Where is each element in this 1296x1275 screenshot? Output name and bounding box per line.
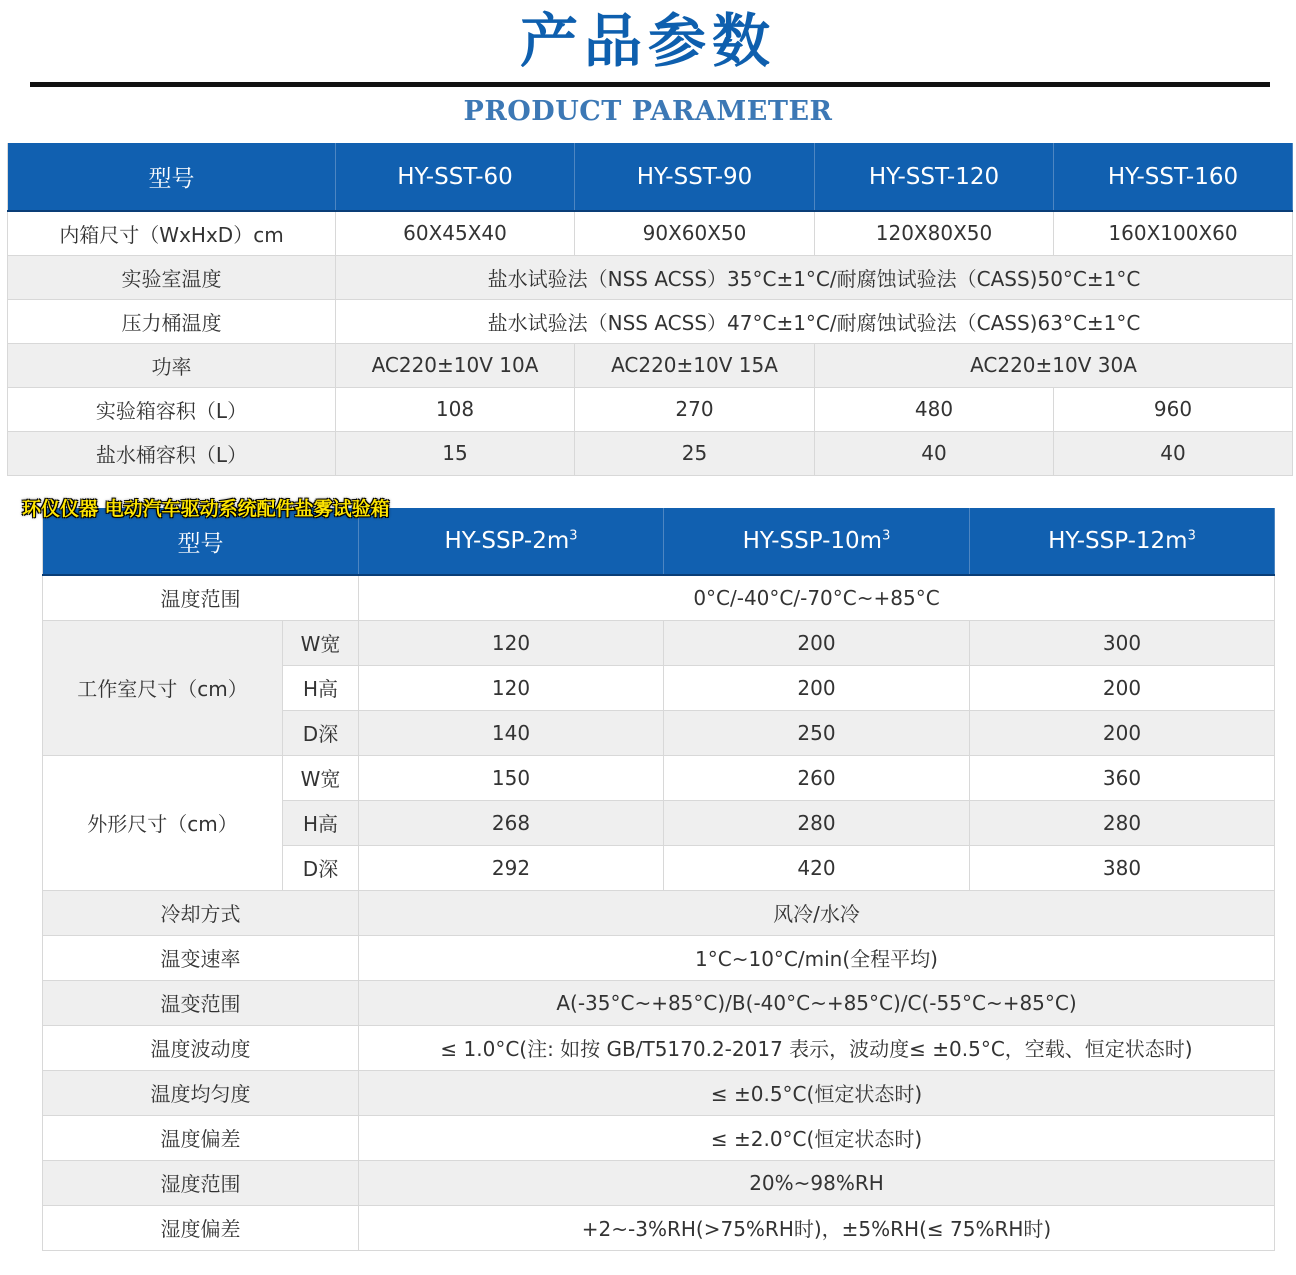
cell-value: 90X60X50 <box>575 211 815 255</box>
cell-value: 60X45X40 <box>336 211 575 255</box>
title-divider <box>30 82 1270 87</box>
table-row <box>43 575 1275 620</box>
header-model-label: 型号 <box>43 508 359 575</box>
table-row <box>43 935 1275 980</box>
header-model-sst90: HY-SST-90 <box>575 143 815 211</box>
cell-value: 25 <box>575 431 815 475</box>
table-row <box>43 620 1275 665</box>
cell-value: 120 <box>359 665 664 710</box>
table-row <box>8 299 1293 343</box>
row-label: 湿度范围 <box>43 1160 359 1205</box>
cell-value: ≤ 1.0°C(注: 如按 GB/T5170.2-2017 表示，波动度≤ ±0.5°C，空载、恒定状态时) <box>359 1025 1275 1070</box>
cell-value: 480 <box>815 387 1054 431</box>
cell-value: 200 <box>664 665 970 710</box>
header-model-ssp10: $HY-SSP-10m^3$ <box>664 508 970 575</box>
row-label: 功率 <box>8 343 336 387</box>
cell-value: 1°C~10°C/min(全程平均) <box>359 935 1275 980</box>
header-model-ssp12: $HY-SSP-12m^3$ <box>970 508 1275 575</box>
table-row <box>43 1160 1275 1205</box>
cell-value: 270 <box>575 387 815 431</box>
cell-value: 280 <box>664 800 970 845</box>
cell-value: 20%~98%RH <box>359 1160 1275 1205</box>
page-title: 产品参数 <box>519 7 776 75</box>
cell-value: 盐水试验法（NSS ACSS）47°C±1°C/耐腐蚀试验法（CASS)63°C±1°C <box>336 299 1293 343</box>
header-model-sst160: HY-SST-160 <box>1054 143 1293 211</box>
table-row <box>43 1025 1275 1070</box>
dimension-label: D深 <box>283 845 359 890</box>
row-label: 内箱尺寸（WxHxD）cm <box>8 211 336 255</box>
row-label: 实验室温度 <box>8 255 336 299</box>
row-label: 温度偏差 <box>43 1115 359 1160</box>
cell-value: 40 <box>815 431 1054 475</box>
dimension-label: D深 <box>283 710 359 755</box>
cell-value: 140 <box>359 710 664 755</box>
row-label: 温度范围 <box>43 575 359 620</box>
cell-value: AC220±10V 30A <box>815 343 1293 387</box>
table-row <box>43 980 1275 1025</box>
cell-value: 200 <box>970 665 1275 710</box>
table-row <box>8 211 1293 255</box>
cell-value: 风冷/水冷 <box>359 890 1275 935</box>
cell-value: 200 <box>664 620 970 665</box>
row-label: 实验箱容积（L） <box>8 387 336 431</box>
table-row <box>43 1205 1275 1250</box>
row-group-label: 外形尺寸（cm） <box>43 755 283 890</box>
header-model-sst120: HY-SST-120 <box>815 143 1054 211</box>
cell-value: AC220±10V 15A <box>575 343 815 387</box>
cell-value: 160X100X60 <box>1054 211 1293 255</box>
table-row <box>8 343 1293 387</box>
cell-value: 120X80X50 <box>815 211 1054 255</box>
table-row <box>43 890 1275 935</box>
row-label: 盐水桶容积（L） <box>8 431 336 475</box>
dimension-label: W宽 <box>283 620 359 665</box>
cell-value: 380 <box>970 845 1275 890</box>
table-row <box>43 1070 1275 1115</box>
cell-value: 盐水试验法（NSS ACSS）35°C±1°C/耐腐蚀试验法（CASS)50°C±1°C <box>336 255 1293 299</box>
table-row <box>8 387 1293 431</box>
cell-value: 0°C/-40°C/-70°C~+85°C <box>359 575 1275 620</box>
page-subtitle: PRODUCT PARAMETER <box>463 96 833 127</box>
table-row <box>8 255 1293 299</box>
table-row <box>43 1115 1275 1160</box>
cell-value: A(-35°C~+85°C)/B(-40°C~+85°C)/C(-55°C~+85°C) <box>359 980 1275 1025</box>
row-label: 温变速率 <box>43 935 359 980</box>
cell-value: 300 <box>970 620 1275 665</box>
header-model-ssp2: $HY-SSP-2m^3$ <box>359 508 664 575</box>
cell-value: 420 <box>664 845 970 890</box>
cell-value: 292 <box>359 845 664 890</box>
row-label: 湿度偏差 <box>43 1205 359 1250</box>
row-label: 温度均匀度 <box>43 1070 359 1115</box>
table-row <box>8 431 1293 475</box>
cell-value: ≤ ±2.0°C(恒定状态时) <box>359 1115 1275 1160</box>
row-label: 温度波动度 <box>43 1025 359 1070</box>
dimension-label: H高 <box>283 665 359 710</box>
header-model-sst60: HY-SST-60 <box>336 143 575 211</box>
cell-value: 960 <box>1054 387 1293 431</box>
cell-value: 260 <box>664 755 970 800</box>
table-header-row <box>8 143 1293 211</box>
cell-value: 268 <box>359 800 664 845</box>
cell-value: 150 <box>359 755 664 800</box>
dimension-label: W宽 <box>283 755 359 800</box>
cell-value: 360 <box>970 755 1275 800</box>
dimension-label: H高 <box>283 800 359 845</box>
sst-parameter-table <box>7 143 1293 476</box>
cell-value: 120 <box>359 620 664 665</box>
cell-value: 250 <box>664 710 970 755</box>
cell-value: 280 <box>970 800 1275 845</box>
cell-value: ≤ ±0.5°C(恒定状态时) <box>359 1070 1275 1115</box>
cell-value: 108 <box>336 387 575 431</box>
row-label: 温变范围 <box>43 980 359 1025</box>
cell-value: +2~-3%RH(>75%RH时)，±5%RH(≤ 75%RH时) <box>359 1205 1275 1250</box>
row-label: 压力桶温度 <box>8 299 336 343</box>
header-model-label: 型号 <box>8 143 336 211</box>
row-label: 冷却方式 <box>43 890 359 935</box>
product-banner: 环仪仪器 电动汽车驱动系统配件盐雾试验箱 <box>22 498 390 520</box>
cell-value: 200 <box>970 710 1275 755</box>
table-row <box>43 755 1275 800</box>
row-group-label: 工作室尺寸（cm） <box>43 620 283 755</box>
cell-value: 40 <box>1054 431 1293 475</box>
cell-value: 15 <box>336 431 575 475</box>
cell-value: AC220±10V 10A <box>336 343 575 387</box>
ssp-parameter-table <box>42 508 1275 1251</box>
